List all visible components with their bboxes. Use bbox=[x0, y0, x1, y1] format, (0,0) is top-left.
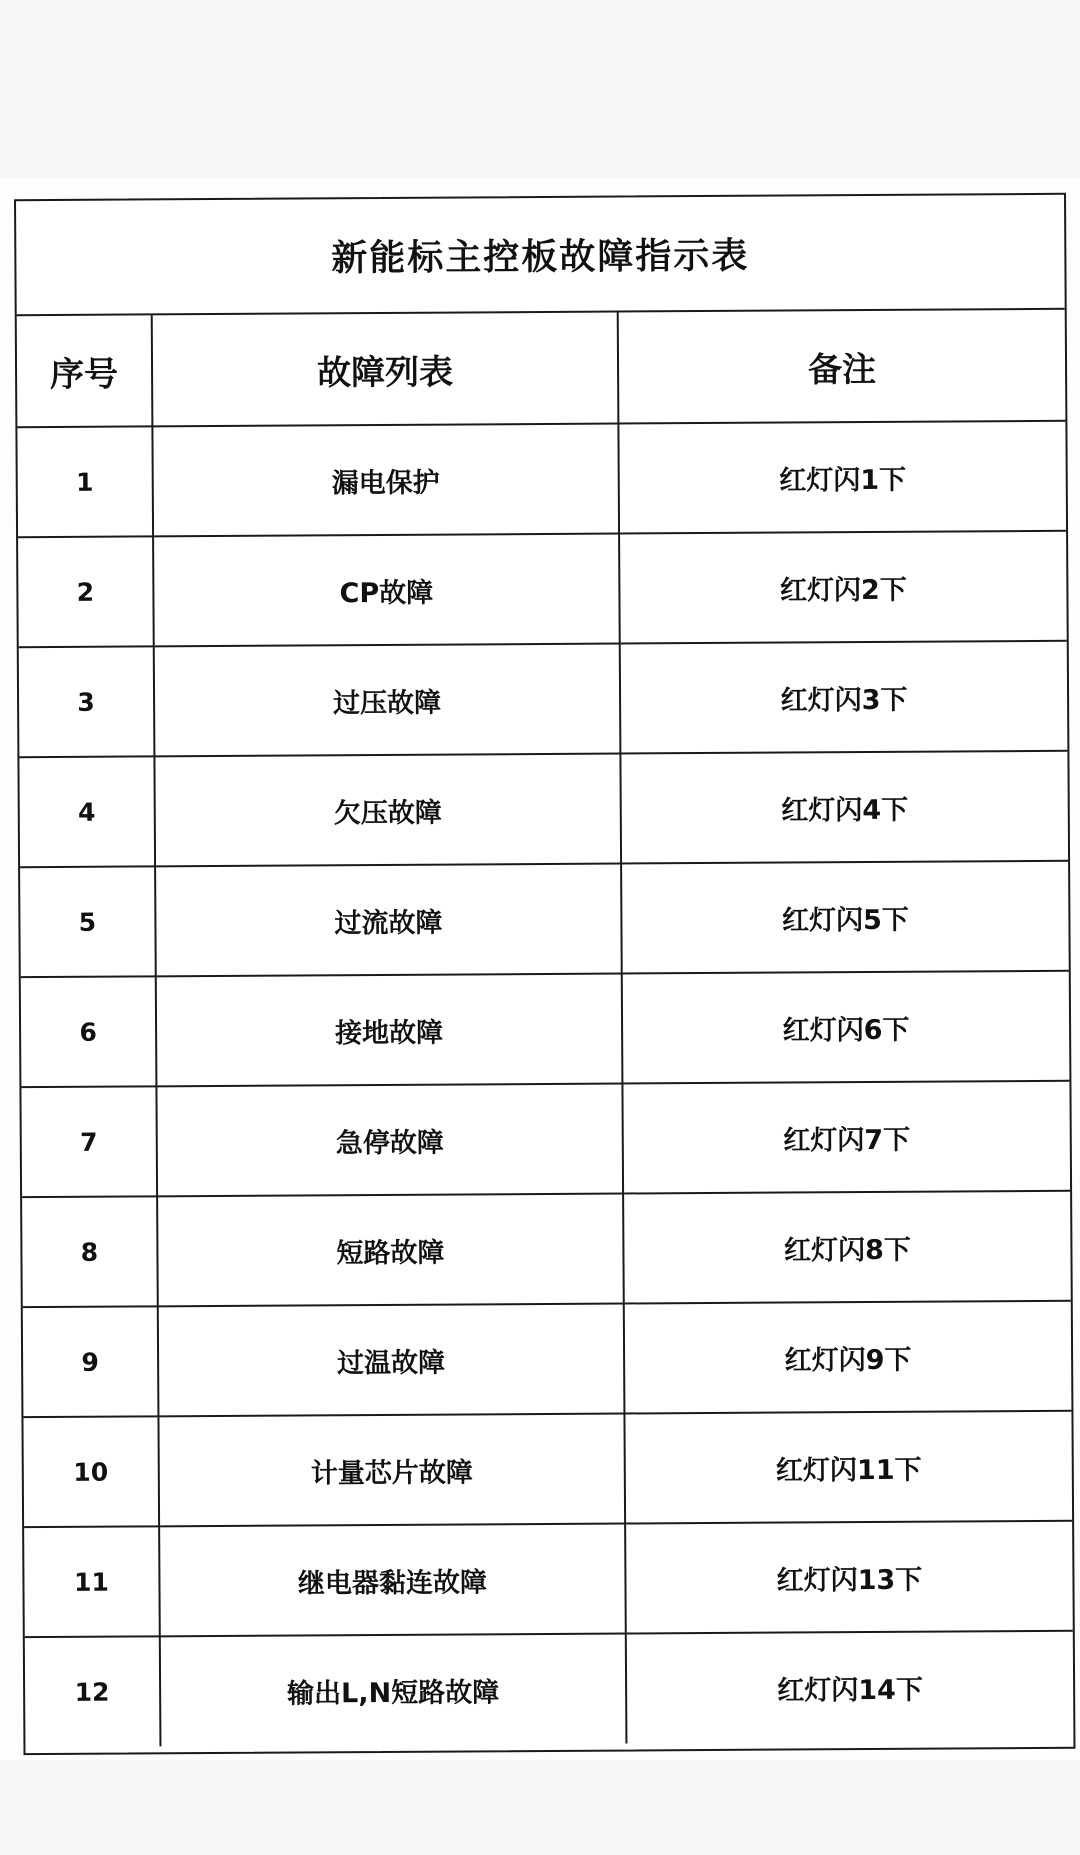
row-note: 红灯闪2下 bbox=[619, 531, 1067, 644]
table-row bbox=[23, 1411, 1072, 1527]
row-fault: 接地故障 bbox=[156, 974, 623, 1087]
row-index: 9 bbox=[23, 1306, 159, 1417]
row-note: 红灯闪9下 bbox=[624, 1301, 1072, 1414]
row-index: 12 bbox=[25, 1636, 161, 1747]
row-fault: 欠压故障 bbox=[154, 754, 621, 867]
table-row bbox=[20, 861, 1069, 977]
row-note: 红灯闪1下 bbox=[618, 421, 1066, 534]
row-fault: 过流故障 bbox=[155, 864, 622, 977]
row-index: 3 bbox=[19, 646, 155, 757]
header-fault-list: 故障列表 bbox=[152, 313, 619, 427]
row-fault: 过压故障 bbox=[154, 644, 621, 757]
row-note: 红灯闪5下 bbox=[621, 861, 1069, 974]
row-fault: 急停故障 bbox=[156, 1084, 623, 1197]
table-row bbox=[21, 1081, 1070, 1197]
table-row bbox=[17, 421, 1066, 537]
row-fault: 过温故障 bbox=[158, 1304, 625, 1417]
table-row bbox=[25, 1631, 1074, 1747]
row-note: 红灯闪13下 bbox=[625, 1521, 1073, 1634]
row-note: 红灯闪7下 bbox=[622, 1081, 1070, 1194]
fault-indicator-sheet bbox=[14, 193, 1075, 1755]
row-note: 红灯闪3下 bbox=[620, 641, 1068, 754]
row-note: 红灯闪4下 bbox=[620, 751, 1068, 864]
row-fault: 输出L,N短路故障 bbox=[160, 1634, 627, 1747]
row-index: 11 bbox=[24, 1526, 160, 1637]
table-row bbox=[24, 1521, 1073, 1637]
table-header-row bbox=[17, 310, 1066, 427]
fault-table bbox=[17, 310, 1074, 1747]
row-fault: 继电器黏连故障 bbox=[159, 1524, 626, 1637]
row-index: 2 bbox=[18, 536, 154, 647]
row-index: 8 bbox=[22, 1196, 158, 1307]
row-index: 7 bbox=[21, 1086, 157, 1197]
document-title: 新能标主控板故障指示表 bbox=[331, 235, 750, 280]
row-index: 6 bbox=[21, 976, 157, 1087]
row-index: 1 bbox=[17, 426, 153, 537]
title-row bbox=[16, 195, 1065, 316]
table-row bbox=[21, 971, 1070, 1087]
row-note: 红灯闪6下 bbox=[622, 971, 1070, 1084]
row-fault: 计量芯片故障 bbox=[158, 1414, 625, 1527]
row-index: 4 bbox=[19, 756, 155, 867]
header-note: 备注 bbox=[618, 310, 1066, 424]
row-note: 红灯闪8下 bbox=[623, 1191, 1071, 1304]
row-index: 10 bbox=[23, 1416, 159, 1527]
table-row bbox=[18, 531, 1067, 647]
row-note: 红灯闪11下 bbox=[624, 1411, 1072, 1524]
row-fault: CP故障 bbox=[153, 534, 620, 647]
row-fault: 短路故障 bbox=[157, 1194, 624, 1307]
table-row bbox=[19, 751, 1068, 867]
table-row bbox=[23, 1301, 1072, 1417]
table-row bbox=[22, 1191, 1071, 1307]
table-row bbox=[19, 641, 1068, 757]
row-note: 红灯闪14下 bbox=[777, 1674, 924, 1707]
header-index: 序号 bbox=[17, 315, 153, 427]
row-index: 5 bbox=[20, 866, 156, 977]
row-fault: 漏电保护 bbox=[152, 424, 619, 537]
